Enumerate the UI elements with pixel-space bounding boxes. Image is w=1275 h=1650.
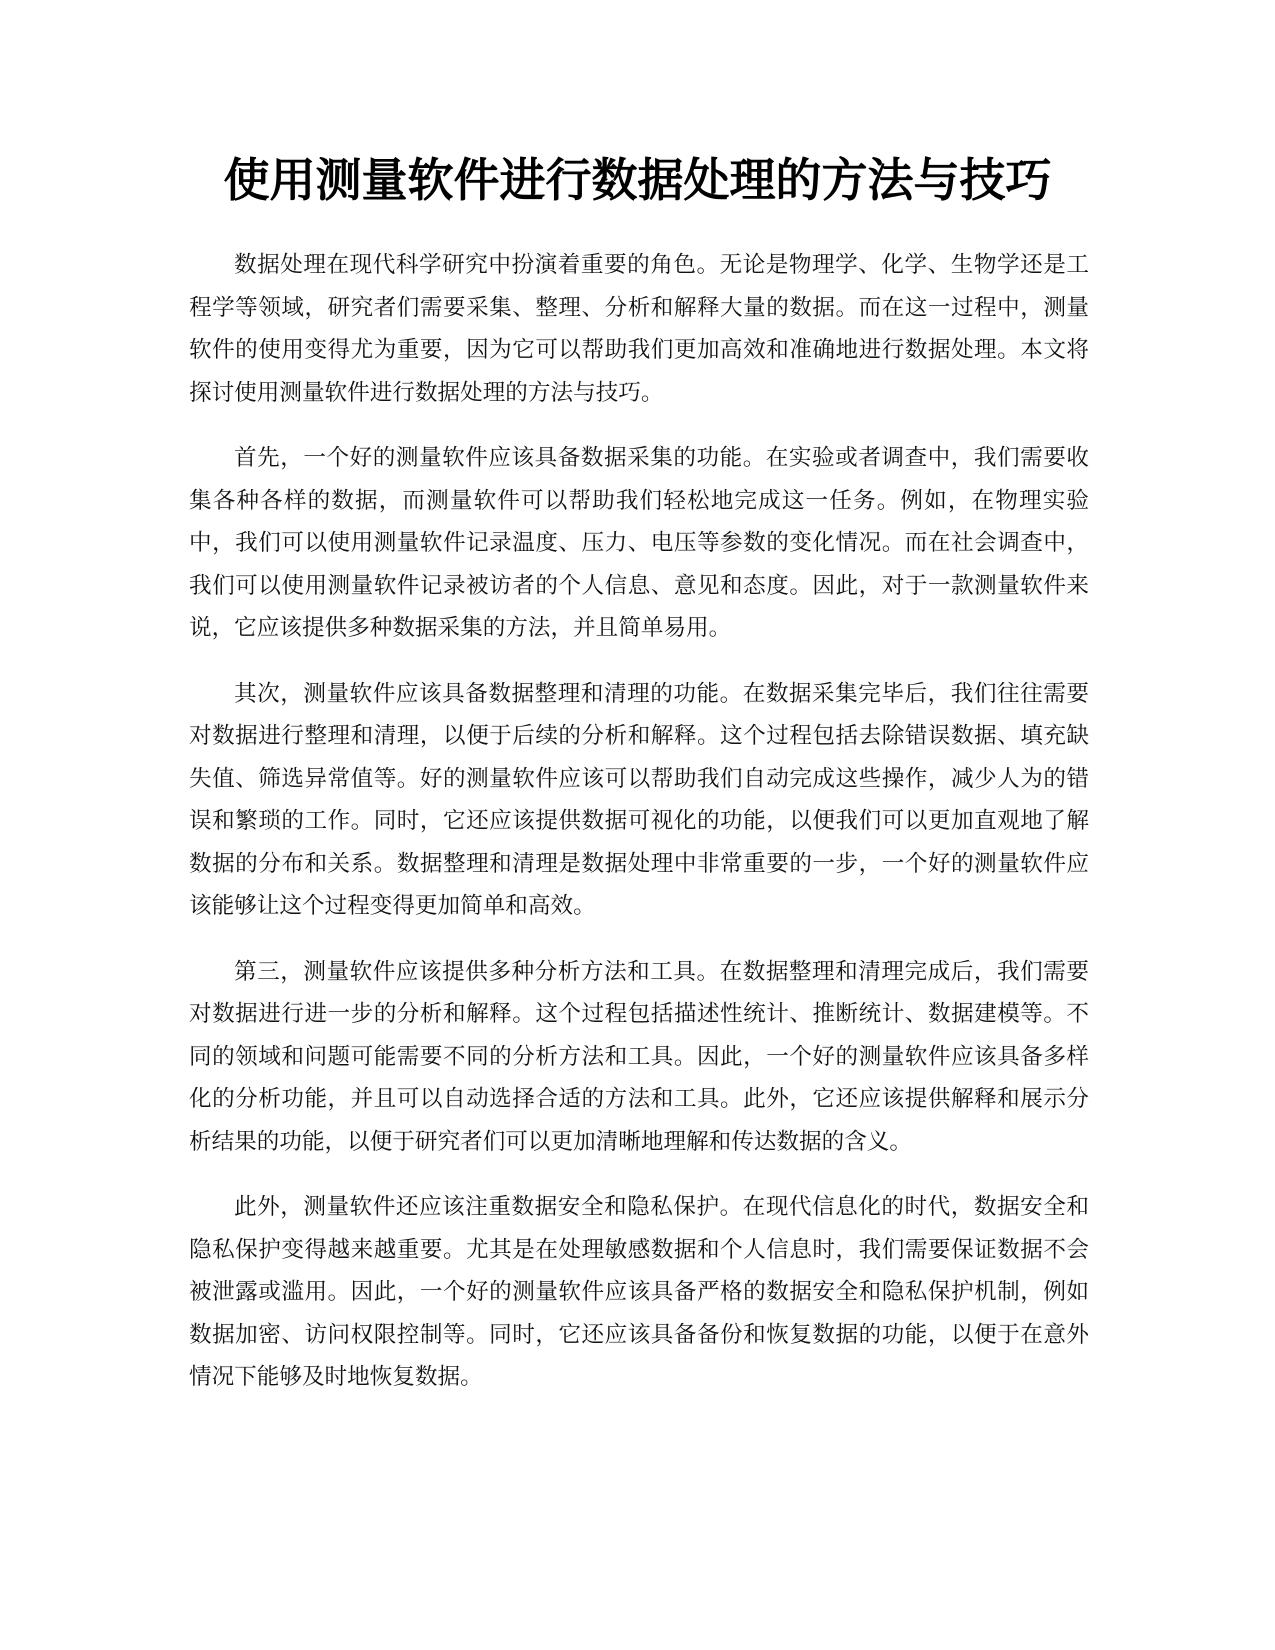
paragraph-5: 此外，测量软件还应该注重数据安全和隐私保护。在现代信息化的时代，数据安全和隐私保护变得越来越重要。尤其是在处理敏感数据和个人信息时，我们需要保证数据不会被泄露或滥用。因此，一个好的测量软件应该具备严格的数据安全和隐私保护机制，例如数据加密、访问权限控制等。同时，它还应该具备备份和恢复数据的功能，以便于在意外情况下能够及时地恢复数据。 bbox=[189, 1194, 1089, 1390]
paragraph-2: 首先，一个好的测量软件应该具备数据采集的功能。在实验或者调查中，我们需要收集各种各样的数据，而测量软件可以帮助我们轻松地完成这一任务。例如，在物理实验中，我们可以使用测量软件记录温度、压力、电压等参数的变化情况。而在社会调查中，我们可以使用测量软件记录被访者的个人信息、意见和态度。因此，对于一款测量软件来说，它应该提供多种数据采集的方法，并且简单易用。 bbox=[189, 445, 1089, 641]
paragraph-3: 其次，测量软件应该具备数据整理和清理的功能。在数据采集完毕后，我们往往需要对数据进行整理和清理，以便于后续的分析和解释。这个过程包括去除错误数据、填充缺失值、筛选异常值等。好的测量软件应该可以帮助我们自动完成这些操作，减少人为的错误和繁琐的工作。同时，它还应该提供数据可视化的功能，以便我们可以更加直观地了解数据的分布和关系。数据整理和清理是数据处理中非常重要的一步，一个好的测量软件应该能够让这个过程变得更加简单和高效。 bbox=[189, 680, 1089, 919]
paragraph-4: 第三，测量软件应该提供多种分析方法和工具。在数据整理和清理完成后，我们需要对数据进行进一步的分析和解释。这个过程包括描述性统计、推断统计、数据建模等。不同的领域和问题可能需要不同的分析方法和工具。因此，一个好的测量软件应该具备多样化的分析功能，并且可以自动选择合适的方法和工具。此外，它还应该提供解释和展示分析结果的功能，以便于研究者们可以更加清晰地理解和传达数据的含义。 bbox=[189, 958, 1089, 1155]
paragraph-1: 数据处理在现代科学研究中扮演着重要的角色。无论是物理学、化学、生物学还是工程学等领域，研究者们需要采集、整理、分析和解释大量的数据。而在这一过程中，测量软件的使用变得尤为重要，因为它可以帮助我们更加高效和准确地进行数据处理。本文将探讨使用测量软件进行数据处理的方法与技巧。 bbox=[189, 252, 1089, 406]
document-title: 使用测量软件进行数据处理的方法与技巧 bbox=[223, 153, 1052, 207]
document-body bbox=[189, 244, 1089, 1422]
